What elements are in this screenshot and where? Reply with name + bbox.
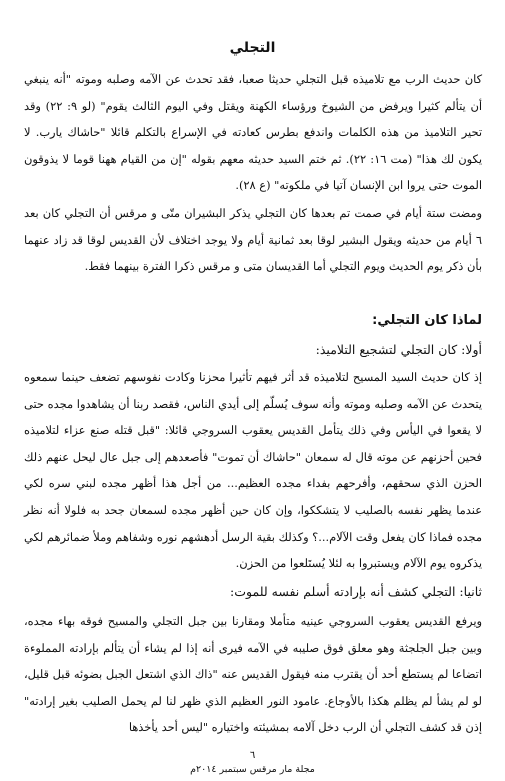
footer-issue: مجلة مار مرقس سبتمبر ٢٠١٤م [190,764,315,775]
paragraph-will: ويرفع القديس يعقوب السروجي عينيه متأملا ومقارنا بين جبل التجلي والمسيح فوقه بهاء مجده، وبين جبل الجلجثة وهو معلق فوق صليبه في الآمه فيرى أنه إذا لم يشاء أن يتألم بإرادته المملوءة اتضاعا لم يستطع أحد أن يقترب منه فيقول القديس عنه "ذاك الذي اشتعل الجبل بضوئه قبل قليل، لو لم يشأ لم يظلم هكذا بالأوجاع. عامود النور العظيم الذي ظهر لنا لم يحمل الصليب بغير إرادته" إذن قد كشف التجلي أن الرب دخل آلامه بمشيئته واختياره "ليس أحد يأخذها [24,614,482,735]
section-heading-why: لماذا كان التجلي: [372,313,482,328]
paragraph-encouragement: إذ كان حديث السيد المسيح لتلاميذه قد أثر فيهم تأثيرا محزنا وكادت نفوسهم تضعف حينما سمعوه يتحدث عن الآمه وصلبه وموته وأنه سوف يُسلّم إلى أيدي الناس، فقصد ربنا أن يشاهدوا مجده حتى لا يقعوا في اليأس وفي ذلك يتأمل القديس يعقوب السروجي قائلا: "قبل قتله صنع عزاء لتلاميذه فحين أحزنهم عن موته قال له سمعان "حاشاك أن تموت" فأصعدهم إلى جبل عال ليحل عنهم ذلك الحزن الذي سحقهم، وأفرحهم بفداء مجده العظيم... من أجل هذا أظهر مجده لبني سره لكي عندما يظهر نفسه بالصليب لا يتشككوا، وإن كان حين أظهر مجده لسمعان جحد به فلولا أنه نظر مجده فماذا كان يفعل وقت الآلام...؟ وكذلك بقية الرسل أدهشهم نوره وشفاهم وملأ ضمائرهم لكي يذكروه يوم الآلام ويستبروا به لئلا يُستَلعوا من الحزن. [24,370,482,571]
paragraph-six-days: ومضت ستة أيام في صمت تم بعدها كان التجلي يذكر البشيران متّى و مرقس أن التجلي كان بعد ٦ أيام من حديثه ويقول البشير لوقا بعد ثمانية أيام ولا يوجد اختلاف لأن القديس لوقا قد زاد عنهما بأن ذكر يوم الحديث ويوم التجلي أما القديسان متى و مرقس ذكرا الفترة بينهما فقط. [24,206,482,274]
subheading-first: أولا: كان التجلي لتشجيع التلاميذ: [315,342,482,357]
page-title: التجلي [229,40,276,56]
subheading-second: ثانيا: التجلي كشف أنه بإرادته أسلم نفسه للموت: [230,584,482,599]
page-number: ٦ [249,750,256,761]
paragraph-intro: كان حديث الرب مع تلاميذه قبل التجلي حديثا صعبا، فقد تحدث عن الآمه وصلبه وموته "أنه ينبغي أن يتألم كثيرا ويرفض من الشيوخ ورؤساء الكهنة ويقتل وفي اليوم الثالث يقوم" (لو ٩: ٢٢) وقد تحير التلاميذ من هذه الكلمات واندفع بطرس كعادته في الإسراع بالتكلم قائلا "حاشاك يارب. لا يكون لك هذا" (مت ١٦: ٢٢). ثم ختم السيد حديثه معهم بقوله "إن من القيام ههنا قوما لا يذوقون الموت حتى يروا ابن الإنسان آتيا في ملكوته" (ع ٢٨). [24,72,482,193]
